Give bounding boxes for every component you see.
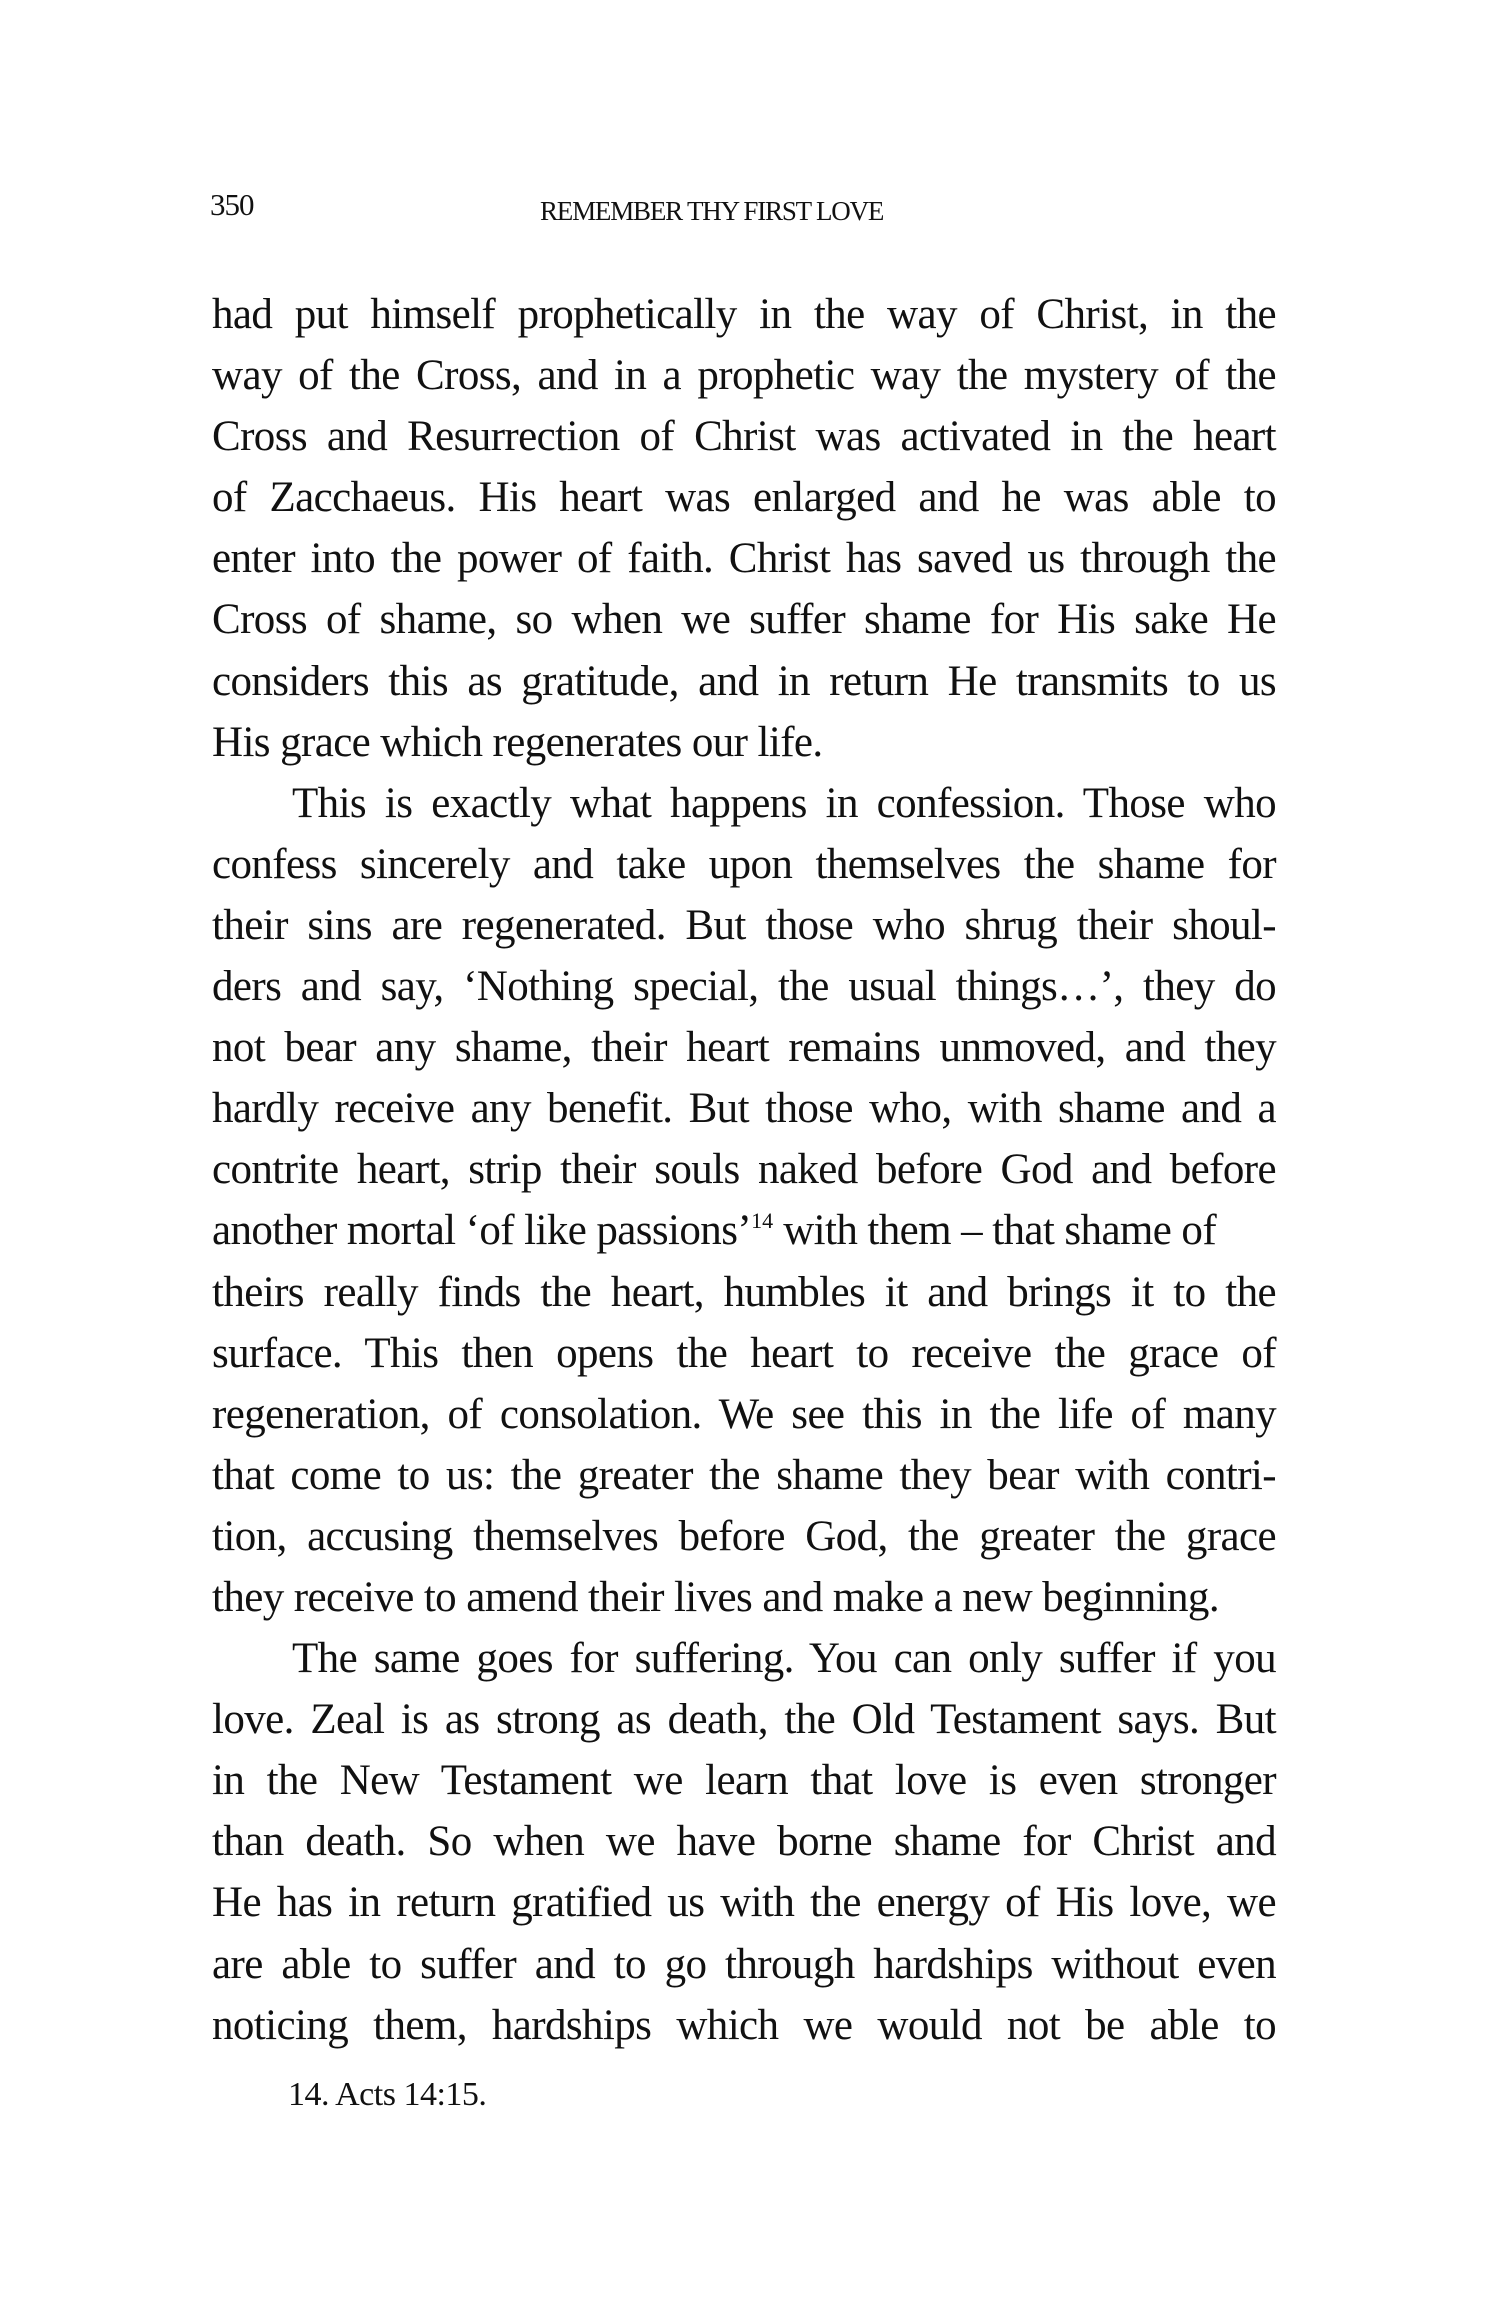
text-line: their sins are regenerated. But those who shrug their shoul- [212, 901, 1276, 949]
text-line-with-footnote [212, 1200, 1276, 1261]
text-line: tion, accusing themselves before God, the greater the grace [212, 1512, 1276, 1560]
text-line: that come to us: the greater the shame they bear with contri- [212, 1451, 1276, 1499]
paragraph-1 [212, 284, 1276, 773]
text-line: of Zacchaeus. His heart was enlarged and he was able to [212, 474, 1276, 522]
running-head: REMEMBER THY FIRST LOVE [540, 196, 884, 226]
text-segment: another mortal ‘of like passions’ [212, 1207, 752, 1255]
text-line: confess sincerely and take upon themselves the shame for [212, 840, 1276, 888]
text-line: not bear any shame, their heart remains unmoved, and they [212, 1024, 1276, 1072]
text-line: The same goes for suffering. You can only suffer if you [292, 1635, 1276, 1683]
body-text [212, 284, 1276, 2056]
text-line: love. Zeal is as strong as death, the Old Testament says. But [212, 1696, 1276, 1744]
footnote-reference[interactable]: 14 [751, 1208, 774, 1234]
text-line: noticing them, hardships which we would not be able to [212, 2001, 1276, 2049]
text-line: Cross and Resurrection of Christ was activated in the heart [212, 413, 1276, 461]
text-line: Cross of shame, so when we suffer shame for His sake He [212, 596, 1276, 644]
paragraph-2 [212, 773, 1276, 1628]
footnote: 14. Acts 14:15. [288, 2076, 487, 2113]
text-line: theirs really finds the heart, humbles it and brings it to the [212, 1268, 1276, 1316]
text-line: He has in return gratified us with the energy of His love, we [212, 1879, 1276, 1927]
text-line: way of the Cross, and in a prophetic way the mystery of the [212, 352, 1276, 400]
text-line: considers this as gratitude, and in return He transmits to us [212, 657, 1276, 705]
text-line: enter into the power of faith. Christ has saved us through the [212, 535, 1276, 583]
text-line: they receive to amend their lives and make a new beginning. [212, 1573, 1219, 1621]
text-line: surface. This then opens the heart to receive the grace of [212, 1329, 1276, 1377]
text-line: regeneration, of consolation. We see this in the life of many [212, 1390, 1276, 1438]
text-line: His grace which regenerates our life. [212, 718, 823, 766]
text-line: ders and say, ‘Nothing special, the usual things…’, they do [212, 963, 1276, 1011]
paragraph-3 [212, 1628, 1276, 2056]
text-line: had put himself prophetically in the way of Christ, in the [212, 291, 1276, 338]
text-segment: with them – that shame of [773, 1207, 1217, 1255]
text-line: in the New Testament we learn that love is even stronger [212, 1757, 1276, 1805]
text-line: contrite heart, strip their souls naked before God and before [212, 1146, 1276, 1194]
text-line: This is exactly what happens in confession. Those who [292, 779, 1276, 827]
text-line: are able to suffer and to go through hardships without even [212, 1940, 1276, 1988]
page-number: 350 [210, 187, 254, 222]
text-line: hardly receive any benefit. But those who, with shame and a [212, 1085, 1276, 1133]
text-line: than death. So when we have borne shame for Christ and [212, 1818, 1276, 1866]
